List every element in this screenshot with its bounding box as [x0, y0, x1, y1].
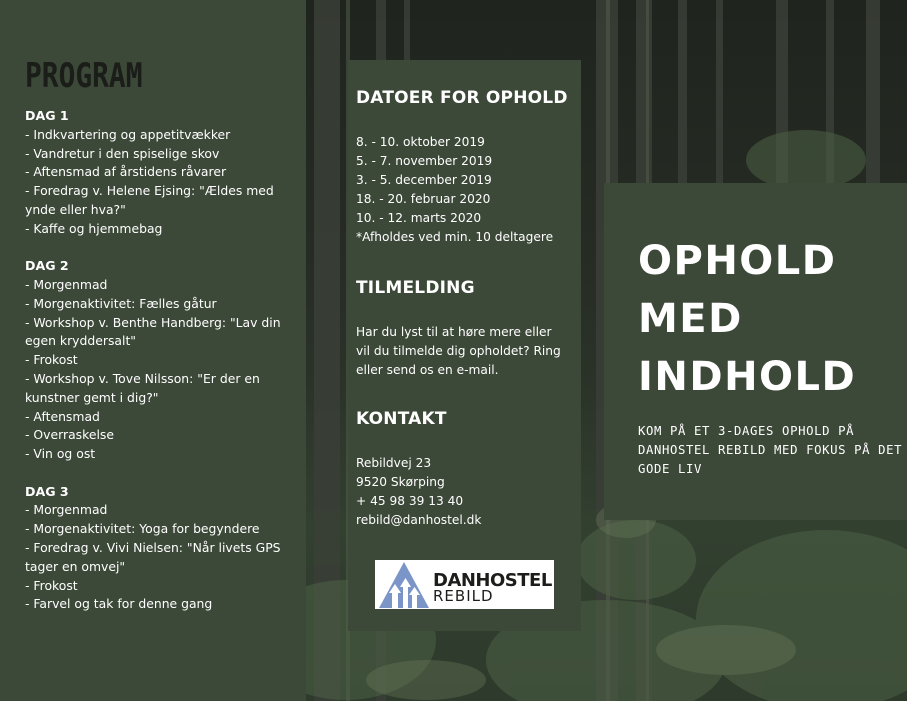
program-item: - Workshop v. Benthe Handberg: "Lav din egen kryddersalt" — [25, 314, 281, 349]
day-block — [25, 257, 300, 464]
date-note: *Afholdes ved min. 10 deltagere — [356, 230, 554, 244]
contact-heading: KONTAKT — [356, 409, 447, 429]
program-item: - Indkvartering og appetitvækker — [25, 126, 231, 142]
day-block — [25, 107, 300, 239]
program-item: - Farvel og tak for denne gang — [25, 596, 213, 612]
cover-title-line: INDHOLD — [638, 354, 857, 400]
program-item: - Overraskelse — [25, 427, 115, 443]
date-item: 10. - 12. marts 2020 — [356, 211, 482, 225]
contact-phone: + 45 98 39 13 40 — [356, 494, 464, 508]
logo-line1: DANHOSTEL — [433, 570, 552, 591]
day-heading: DAG 2 — [25, 258, 69, 274]
contact-email: rebild@danhostel.dk — [356, 513, 482, 527]
program-item: - Morgenaktivitet: Fælles gåtur — [25, 295, 217, 311]
program-item: - Morgenaktivitet: Yoga for begyndere — [25, 521, 260, 537]
cover-subtitle: KOM PÅ ET 3-DAGES OPHOLD PÅ DANHOSTEL REBILD MED FOKUS PÅ DET GODE LIV — [638, 424, 903, 476]
program-item: - Vin og ost — [25, 446, 96, 462]
program-item: - Frokost — [25, 352, 78, 368]
signup-text: Har du lyst til at høre mere eller vil du tilmelde dig opholdet? Ring eller send os en e-mail. — [356, 325, 561, 377]
program-item: - Aftensmad — [25, 408, 100, 424]
date-item: 5. - 7. november 2019 — [356, 154, 493, 168]
program-item: - Frokost — [25, 577, 78, 593]
contact-city: 9520 Skørping — [356, 475, 445, 489]
program-panel — [0, 0, 306, 701]
program-item: - Vandretur i den spiselige skov — [25, 145, 220, 161]
program-item: - Aftensmad af årstidens råvarer — [25, 164, 227, 180]
contact-details — [356, 454, 578, 530]
program-item: - Morgenmad — [25, 502, 108, 518]
cover-title-line: OPHOLD — [638, 238, 837, 284]
dates-list — [356, 133, 578, 247]
program-item: - Foredrag v. Vivi Nielsen: "Når livets GPS tager en omvej" — [25, 539, 281, 574]
day-heading: DAG 3 — [25, 483, 69, 499]
cover-panel — [604, 183, 907, 520]
danhostel-house-logo-icon — [377, 560, 433, 609]
day-block — [25, 483, 300, 615]
signup-heading: TILMELDING — [356, 278, 475, 298]
cover-title-line: MED — [638, 296, 743, 342]
program-body — [25, 107, 300, 633]
dates-heading: DATOER FOR OPHOLD — [356, 88, 568, 108]
date-item: 8. - 10. oktober 2019 — [356, 135, 485, 149]
logo-line2: REBILD — [433, 587, 494, 605]
day-heading: DAG 1 — [25, 108, 69, 123]
program-item: - Morgenmad — [25, 276, 108, 292]
program-item: - Workshop v. Tove Nilsson: "Er der en kunstner gemt i dig?" — [25, 370, 260, 405]
program-item: - Kaffe og hjemmebag — [25, 220, 163, 236]
danhostel-logo — [375, 560, 554, 609]
date-item: 3. - 5. december 2019 — [356, 173, 492, 187]
cover-title — [638, 232, 856, 406]
program-title: PROGRAM — [25, 56, 143, 96]
info-panel — [348, 60, 581, 631]
contact-address: Rebildvej 23 — [356, 456, 432, 470]
date-item: 18. - 20. februar 2020 — [356, 192, 491, 206]
program-item: - Foredrag v. Helene Ejsing: "Ældes med ynde eller hva?" — [25, 183, 274, 217]
